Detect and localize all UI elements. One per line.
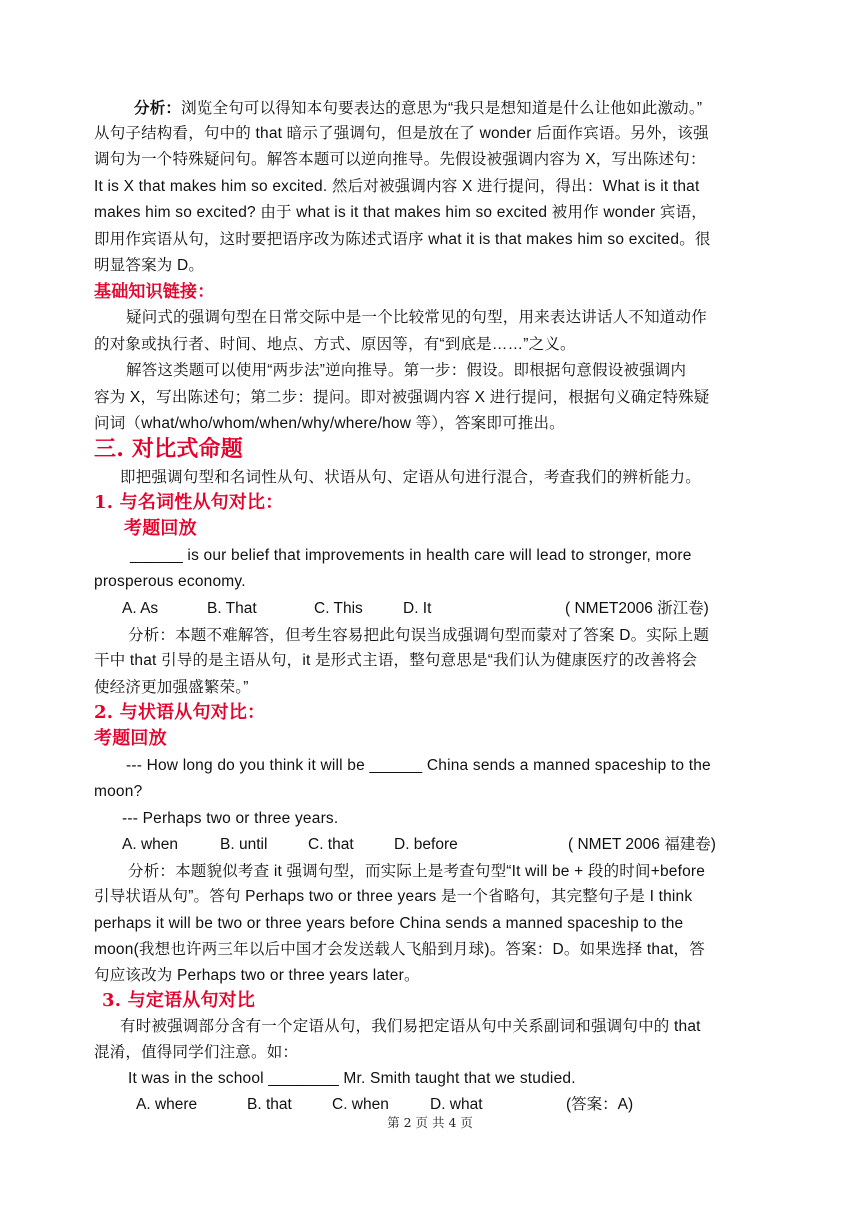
analysis-line: 从句子结构看，句中的 that 暗示了强调句，但是放在了 wonder 后面作宾语。另外，该强 bbox=[94, 125, 709, 142]
option-c: C. This bbox=[314, 600, 363, 617]
analysis-label: 分析： bbox=[128, 862, 176, 880]
option-b: B. That bbox=[207, 600, 257, 617]
part3-heading: 3. 与定语从句对比 bbox=[102, 990, 256, 1011]
question-line: --- How long do you think it will be ______ China sends a manned spaceship to the bbox=[126, 757, 711, 774]
analysis-line bbox=[128, 622, 770, 649]
basics-line: 解答这类题可以使用“两步法”逆向推导。第一步：假设。即根据句意假设被强调内 bbox=[126, 362, 687, 379]
analysis-text: 本题貌似考查 it 强调句型，而实际上是考查句型“It will be + 段的时间+before bbox=[175, 863, 706, 880]
question-line: prosperous economy. bbox=[94, 573, 246, 590]
basics-heading: 基础知识链接： bbox=[94, 282, 215, 302]
section-heading: 三. 对比式命题 bbox=[94, 436, 243, 462]
analysis-line: 调句为一个特殊疑问句。解答本题可以逆向推导。先假设被强调内容为 X，写出陈述句： bbox=[94, 151, 706, 168]
analysis-line: makes him so excited? 由于 what is it that makes him so excited 被用作 wonder 宾语， bbox=[94, 204, 708, 221]
question-source: ( NMET 2006 福建卷) bbox=[568, 836, 716, 853]
question-line: moon? bbox=[94, 783, 143, 800]
analysis-line: perhaps it will be two or three years before China sends a manned spaceship to the bbox=[94, 915, 684, 932]
section-intro: 即把强调句型和名词性从句、状语从句、定语从句进行混合，考查我们的辨析能力。 bbox=[120, 469, 701, 486]
part2-heading: 2. 与状语从句对比： bbox=[94, 702, 266, 723]
option-c: C. that bbox=[308, 836, 354, 853]
part1-subheading: 考题回放 bbox=[124, 518, 197, 539]
option-a: A. where bbox=[136, 1096, 198, 1113]
part2-subheading: 考题回放 bbox=[94, 728, 167, 749]
basics-line: 容为 X，写出陈述句；第二步：提问。即对被强调内容 X 进行提问，根据句义确定特殊疑 bbox=[94, 389, 710, 406]
analysis-line: 明显答案为 D。 bbox=[94, 257, 205, 274]
basics-line: 问词（what/who/whom/when/why/where/how 等），答案即可推出。 bbox=[94, 415, 565, 432]
part3-intro-line: 有时被强调部分含有一个定语从句，我们易把定语从句中关系副词和强调句中的 that bbox=[120, 1018, 701, 1035]
analysis-line bbox=[134, 95, 770, 122]
analysis-text: 浏览全句可以得知本句要表达的意思为“我只是想知道是什么让他如此激动。” bbox=[181, 100, 703, 117]
question-source: ( NMET2006 浙江卷) bbox=[565, 600, 709, 617]
option-b: B. until bbox=[220, 836, 268, 853]
option-a: A. when bbox=[122, 836, 179, 853]
analysis-line: 句应该改为 Perhaps two or three years later。 bbox=[94, 967, 420, 984]
part1-heading: 1. 与名词性从句对比： bbox=[94, 492, 284, 513]
options-row bbox=[0, 832, 860, 858]
question-line: --- Perhaps two or three years. bbox=[122, 810, 339, 827]
analysis-text: 本题不难解答，但考生容易把此句误当成强调句型而蒙对了答案 D。实际上题 bbox=[175, 627, 710, 644]
analysis-line: 引导状语从句”。答句 Perhaps two or three years 是一个省略句，其完整句子是 I think bbox=[94, 888, 693, 905]
option-d: D. before bbox=[394, 836, 458, 853]
page-footer: 第 2 页 共 4 页 bbox=[387, 1115, 473, 1130]
option-d: D. what bbox=[430, 1096, 483, 1113]
analysis-line: 使经济更加强盛繁荣。” bbox=[94, 679, 249, 696]
part3-intro-line: 混淆，值得同学们注意。如： bbox=[94, 1044, 299, 1061]
question-line: It was in the school ________ Mr. Smith taught that we studied. bbox=[128, 1070, 576, 1087]
option-c: C. when bbox=[332, 1096, 389, 1113]
option-a: A. As bbox=[122, 600, 159, 617]
basics-line: 疑问式的强调句型在日常交际中是一个比较常见的句型，用来表达讲话人不知道动作 bbox=[126, 309, 707, 326]
options-row bbox=[0, 596, 860, 622]
answer-label: (答案：A) bbox=[566, 1096, 634, 1113]
analysis-label: 分析： bbox=[128, 626, 176, 644]
analysis-line bbox=[128, 858, 770, 885]
analysis-line: 即用作宾语从句，这时要把语序改为陈述式语序 what it is that makes him so excited。很 bbox=[94, 231, 711, 248]
analysis-line: It is X that makes him so excited. 然后对被强调内容 X 进行提问，得出：What is it that bbox=[94, 178, 700, 195]
question-line: ______ is our belief that improvements in health care will lead to stronger, more bbox=[130, 547, 692, 564]
analysis-label: 分析： bbox=[134, 98, 182, 117]
basics-line: 的对象或执行者、时间、地点、方式、原因等，有“到底是……”之义。 bbox=[94, 336, 576, 353]
option-b: B. that bbox=[247, 1096, 292, 1113]
analysis-line: 干中 that 引导的是主语从句，it 是形式主语，整句意思是“我们认为健康医疗的改善将会 bbox=[94, 652, 698, 669]
analysis-line: moon(我想也许两三年以后中国才会发送载人飞船到月球)。答案：D。如果选择 that，答 bbox=[94, 941, 705, 958]
option-d: D. It bbox=[403, 600, 432, 617]
